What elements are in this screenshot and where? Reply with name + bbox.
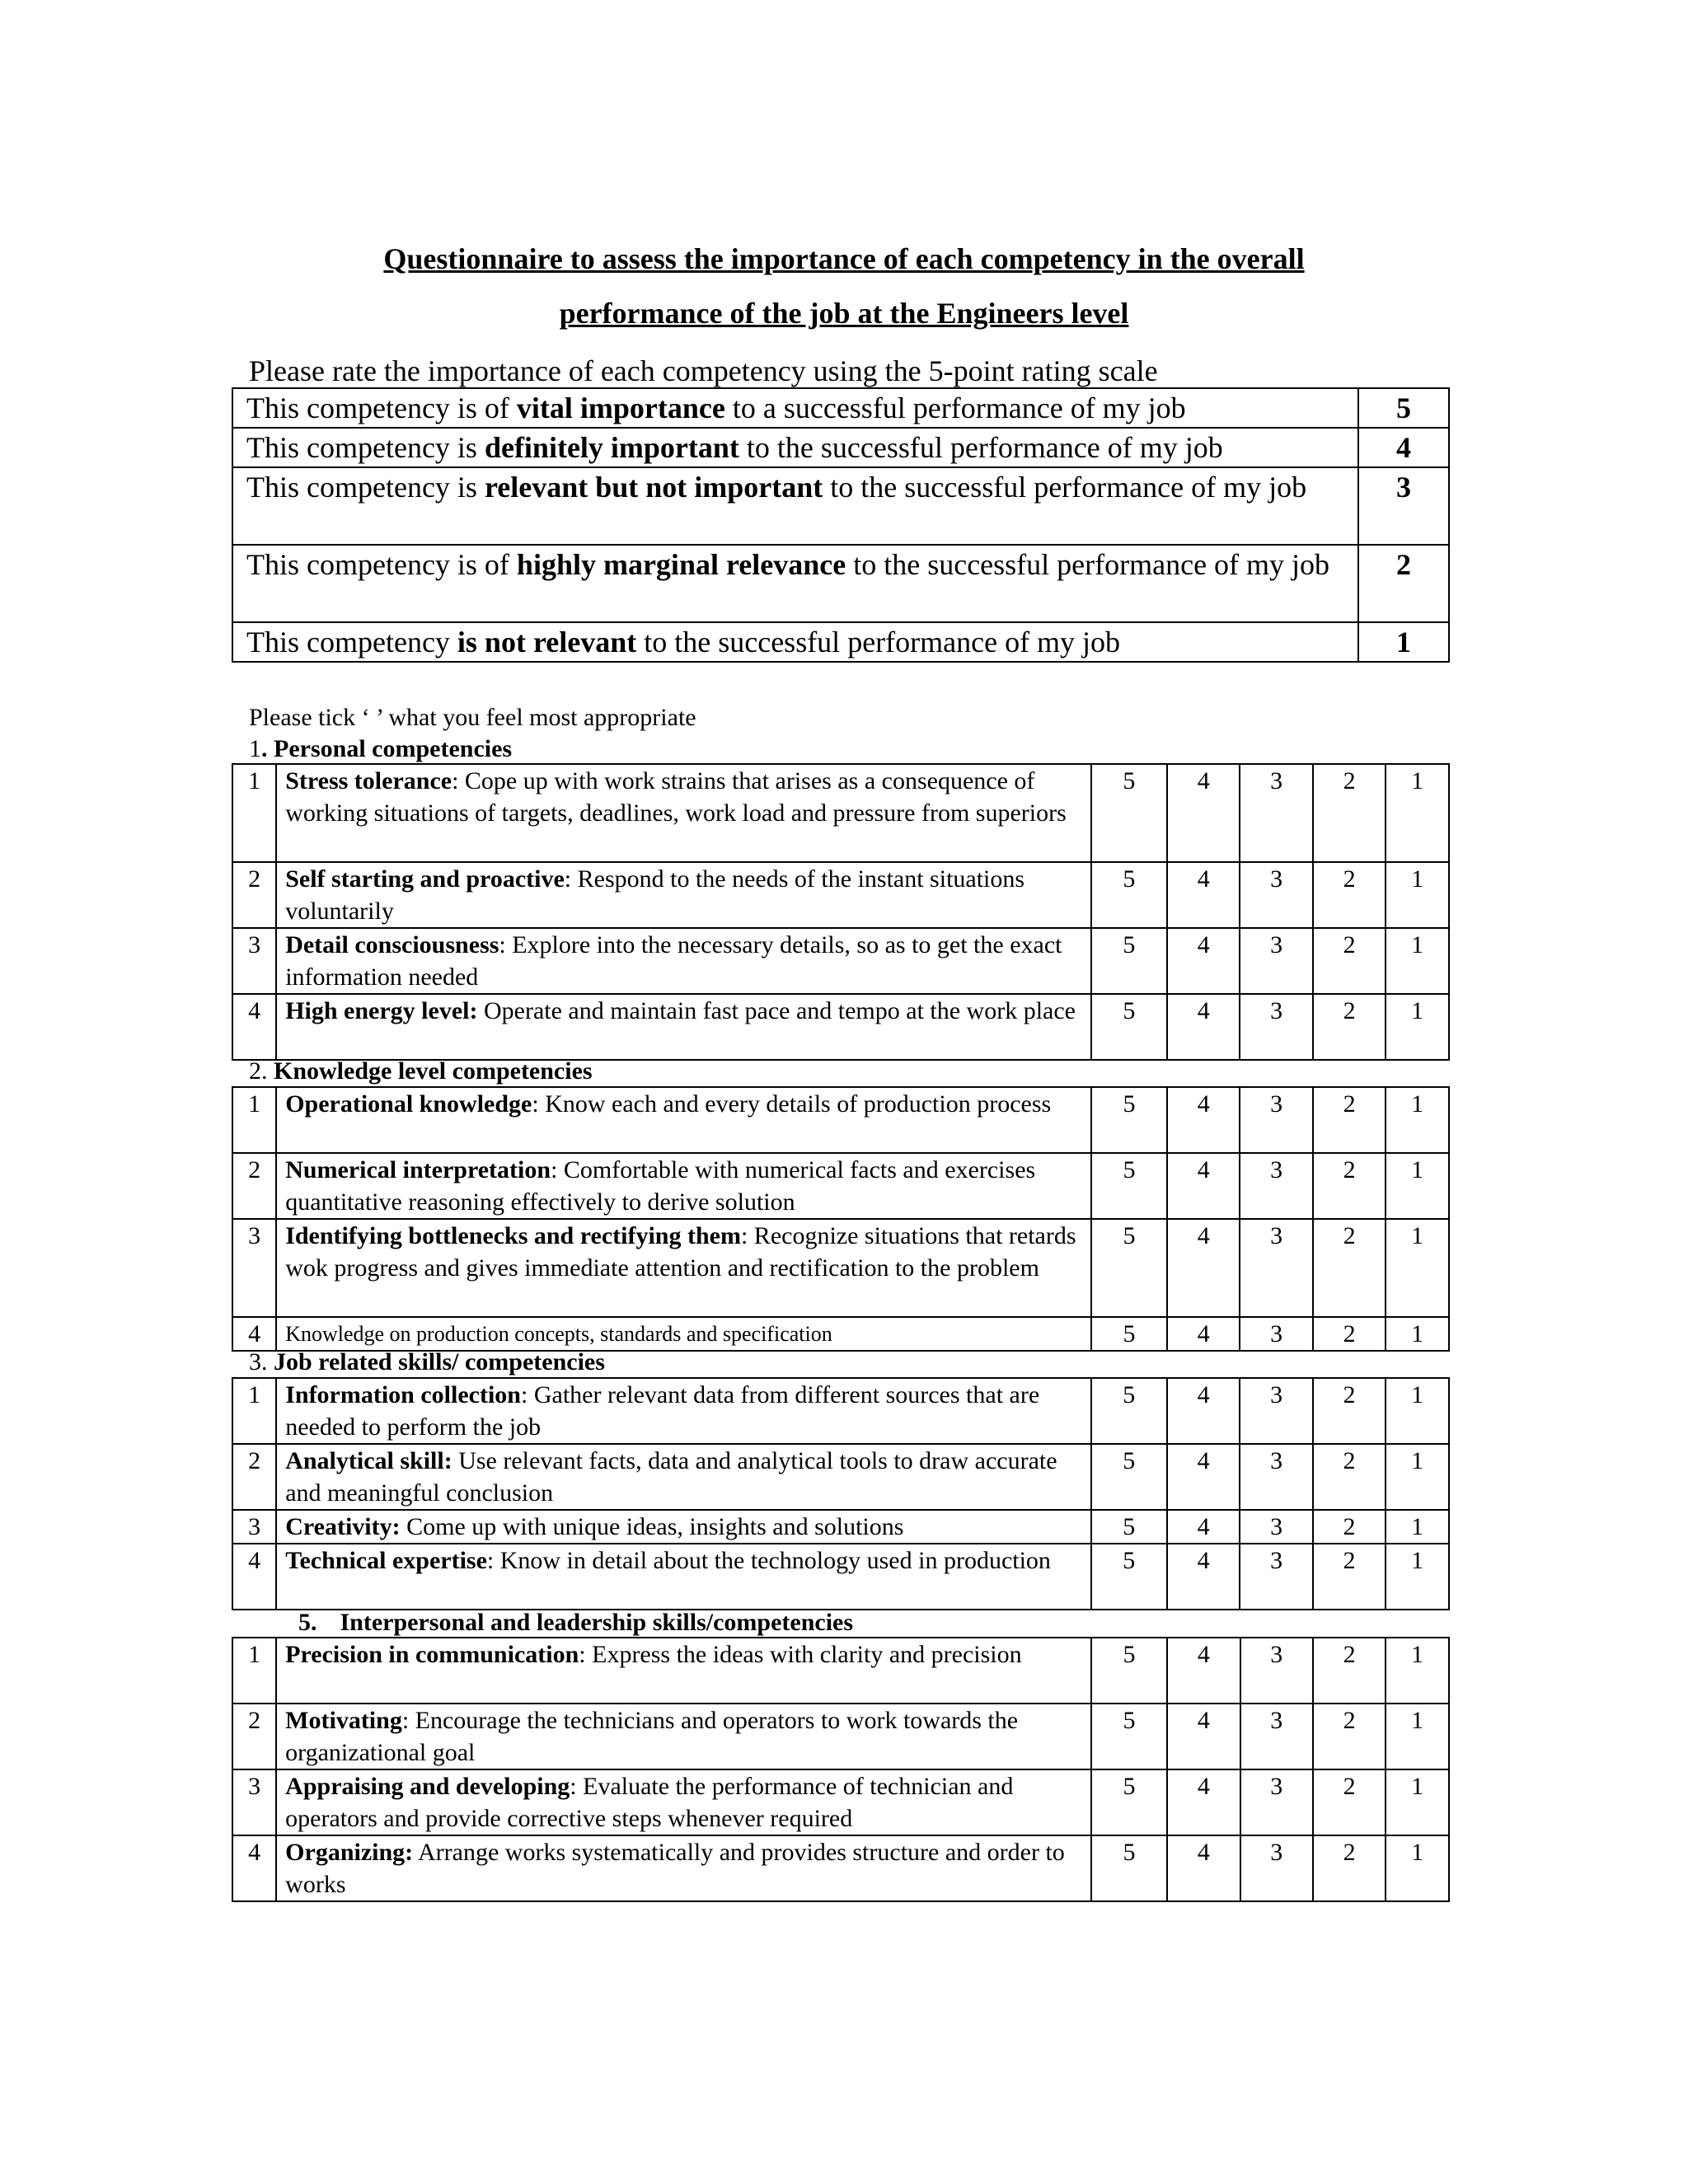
score-5-cell[interactable]: 5	[1091, 1087, 1167, 1153]
score-2-cell[interactable]: 2	[1313, 1544, 1386, 1610]
competency-row	[232, 1769, 1449, 1835]
scale-value: 3	[1358, 467, 1449, 545]
score-2-cell[interactable]: 2	[1313, 1444, 1386, 1510]
competency-row	[232, 1704, 1449, 1769]
score-4-cell[interactable]: 4	[1167, 1219, 1240, 1317]
score-3-cell[interactable]: 3	[1240, 1835, 1313, 1901]
competency-row	[232, 1153, 1449, 1219]
scale-row	[232, 428, 1449, 467]
competency-table	[232, 1637, 1450, 1902]
score-4-cell[interactable]: 4	[1167, 1510, 1240, 1544]
scale-description: This competency is relevant but not important to the successful performance of my job	[232, 467, 1358, 545]
item-description: Analytical skill: Use relevant facts, data and analytical tools to draw accurate and meaningful conclusion	[276, 1444, 1090, 1510]
item-number: 3	[232, 928, 276, 994]
competency-row	[232, 1444, 1449, 1510]
rating-scale-table	[232, 387, 1450, 663]
score-1-cell[interactable]: 1	[1386, 1444, 1449, 1510]
competency-row	[232, 1544, 1449, 1610]
section-heading: 3. Job related skills/ competencies	[249, 1348, 605, 1376]
title-line-2: performance of the job at the Engineers level	[559, 297, 1129, 330]
item-number: 1	[232, 1087, 276, 1153]
competency-table	[232, 1086, 1450, 1352]
scale-value: 4	[1358, 428, 1449, 467]
score-5-cell[interactable]: 5	[1091, 1153, 1167, 1219]
score-1-cell[interactable]: 1	[1386, 1510, 1449, 1544]
score-4-cell[interactable]: 4	[1167, 1317, 1240, 1351]
scale-value: 1	[1358, 622, 1449, 662]
item-description: Motivating: Encourage the technicians and operators to work towards the organizational goal	[276, 1704, 1091, 1769]
score-3-cell[interactable]: 3	[1240, 764, 1312, 862]
score-2-cell[interactable]: 2	[1313, 1087, 1386, 1153]
score-5-cell[interactable]: 5	[1091, 1769, 1167, 1835]
score-5-cell[interactable]: 5	[1091, 1704, 1167, 1769]
item-number: 4	[232, 994, 276, 1060]
score-5-cell[interactable]: 5	[1091, 764, 1167, 862]
item-number: 4	[232, 1317, 276, 1351]
score-1-cell[interactable]: 1	[1386, 1378, 1449, 1444]
item-description: Technical expertise: Know in detail about the technology used in production	[276, 1544, 1090, 1610]
score-2-cell[interactable]: 2	[1313, 1835, 1386, 1901]
competency-row	[232, 1087, 1449, 1153]
score-1-cell[interactable]: 1	[1386, 1704, 1449, 1769]
score-3-cell[interactable]: 3	[1240, 994, 1312, 1060]
score-4-cell[interactable]: 4	[1167, 1769, 1240, 1835]
scale-emphasis: definitely important	[484, 431, 739, 464]
scale-emphasis: is not relevant	[457, 626, 637, 658]
score-4-cell[interactable]: 4	[1167, 1704, 1240, 1769]
item-number: 1	[232, 1638, 276, 1704]
item-description: Information collection: Gather relevant data from different sources that are needed to perform the job	[276, 1378, 1090, 1444]
score-3-cell[interactable]: 3	[1240, 1153, 1312, 1219]
item-number: 2	[232, 1444, 276, 1510]
score-4-cell[interactable]: 4	[1167, 1544, 1240, 1610]
score-3-cell[interactable]: 3	[1240, 1219, 1312, 1317]
score-5-cell[interactable]: 5	[1091, 1638, 1167, 1704]
score-4-cell[interactable]: 4	[1167, 1087, 1240, 1153]
competency-row	[232, 1219, 1449, 1317]
scale-emphasis: relevant but not important	[484, 471, 823, 504]
score-1-cell[interactable]: 1	[1386, 1544, 1449, 1610]
competency-row	[232, 862, 1449, 928]
score-1-cell[interactable]: 1	[1386, 1219, 1449, 1317]
score-3-cell[interactable]: 3	[1240, 1544, 1312, 1610]
score-5-cell[interactable]: 5	[1091, 1378, 1167, 1444]
scale-value: 5	[1358, 388, 1449, 428]
score-5-cell[interactable]: 5	[1091, 862, 1167, 928]
item-description: Detail consciousness: Explore into the necessary details, so as to get the exact information needed	[276, 928, 1091, 994]
score-5-cell[interactable]: 5	[1091, 1835, 1167, 1901]
item-number: 2	[232, 1153, 276, 1219]
score-3-cell[interactable]: 3	[1240, 1704, 1313, 1769]
score-1-cell[interactable]: 1	[1386, 994, 1449, 1060]
score-3-cell[interactable]: 3	[1240, 1769, 1313, 1835]
score-4-cell[interactable]: 4	[1167, 1444, 1240, 1510]
score-5-cell[interactable]: 5	[1091, 1317, 1167, 1351]
competency-row	[232, 1638, 1449, 1704]
score-2-cell[interactable]: 2	[1313, 1153, 1386, 1219]
rating-instructions: Please rate the importance of each competency using the 5-point rating scale	[249, 354, 1158, 387]
item-description: Self starting and proactive: Respond to the needs of the instant situations voluntarily	[276, 862, 1091, 928]
score-2-cell[interactable]: 2	[1313, 928, 1386, 994]
scale-description: This competency is not relevant to the successful performance of my job	[232, 622, 1358, 662]
score-4-cell[interactable]: 4	[1167, 862, 1240, 928]
score-3-cell[interactable]: 3	[1240, 1378, 1312, 1444]
score-2-cell[interactable]: 2	[1313, 1638, 1386, 1704]
score-1-cell[interactable]: 1	[1386, 1769, 1449, 1835]
scale-emphasis: vital importance	[516, 391, 725, 424]
item-description: Operational knowledge: Know each and every details of production process	[276, 1087, 1091, 1153]
competency-row	[232, 994, 1449, 1060]
item-description: Appraising and developing: Evaluate the performance of technician and operators and provide corrective steps whenever required	[276, 1769, 1091, 1835]
scale-description: This competency is of vital importance to a successful performance of my job	[232, 388, 1358, 428]
score-1-cell[interactable]: 1	[1386, 1638, 1449, 1704]
score-4-cell[interactable]: 4	[1167, 1153, 1240, 1219]
competency-table	[232, 1377, 1450, 1610]
item-description: Numerical interpretation: Comfortable with numerical facts and exercises quantitative reasoning effectively to derive solution	[276, 1153, 1091, 1219]
score-5-cell[interactable]: 5	[1091, 1544, 1167, 1610]
competency-row	[232, 928, 1449, 994]
item-number: 4	[232, 1544, 276, 1610]
title-line-1: Questionnaire to assess the importance of each competency in the overall	[383, 242, 1305, 275]
scale-value: 2	[1358, 545, 1449, 622]
score-2-cell[interactable]: 2	[1313, 1704, 1386, 1769]
score-2-cell[interactable]: 2	[1313, 1219, 1386, 1317]
score-1-cell[interactable]: 1	[1386, 1087, 1449, 1153]
item-number: 1	[232, 1378, 276, 1444]
item-description: Creativity: Come up with unique ideas, insights and solutions	[276, 1510, 1090, 1544]
score-2-cell[interactable]: 2	[1313, 1378, 1386, 1444]
competency-row	[232, 1317, 1449, 1351]
item-number: 2	[232, 1704, 276, 1769]
score-3-cell[interactable]: 3	[1240, 1510, 1312, 1544]
score-5-cell[interactable]: 5	[1091, 1510, 1167, 1544]
score-1-cell[interactable]: 1	[1386, 1835, 1449, 1901]
competency-row	[232, 1378, 1449, 1444]
section-heading: 1. Personal competencies	[249, 735, 513, 762]
section-heading: 5. Interpersonal and leadership skills/competencies	[298, 1609, 854, 1636]
competency-row	[232, 1835, 1449, 1901]
score-1-cell[interactable]: 1	[1386, 1317, 1449, 1351]
competency-table	[232, 763, 1450, 1061]
score-2-cell[interactable]: 2	[1313, 994, 1386, 1060]
item-description: Stress tolerance: Cope up with work strains that arises as a consequence of working situations of targets, deadlines, work load and pressure from superiors	[276, 764, 1091, 862]
score-5-cell[interactable]: 5	[1091, 994, 1167, 1060]
score-2-cell[interactable]: 2	[1313, 764, 1386, 862]
scale-row	[232, 622, 1449, 662]
score-1-cell[interactable]: 1	[1386, 862, 1449, 928]
item-description: High energy level: Operate and maintain fast pace and tempo at the work place	[276, 994, 1091, 1060]
scale-row	[232, 545, 1449, 622]
item-number: 2	[232, 862, 276, 928]
score-1-cell[interactable]: 1	[1386, 1153, 1449, 1219]
score-3-cell[interactable]: 3	[1240, 1444, 1312, 1510]
section-heading: 2. Knowledge level competencies	[249, 1057, 593, 1085]
score-2-cell[interactable]: 2	[1313, 1769, 1386, 1835]
score-3-cell[interactable]: 3	[1240, 1317, 1312, 1351]
competency-row	[232, 764, 1449, 862]
score-4-cell[interactable]: 4	[1167, 1378, 1240, 1444]
score-3-cell[interactable]: 3	[1240, 862, 1312, 928]
score-4-cell[interactable]: 4	[1167, 1638, 1240, 1704]
score-2-cell[interactable]: 2	[1313, 862, 1386, 928]
score-4-cell[interactable]: 4	[1167, 928, 1240, 994]
item-description: Knowledge on production concepts, standards and specification	[276, 1317, 1091, 1351]
score-4-cell[interactable]: 4	[1167, 1835, 1240, 1901]
score-3-cell[interactable]: 3	[1240, 1638, 1313, 1704]
score-1-cell[interactable]: 1	[1386, 764, 1449, 862]
scale-row	[232, 467, 1449, 545]
item-number: 4	[232, 1835, 276, 1901]
score-5-cell[interactable]: 5	[1091, 928, 1167, 994]
item-number: 3	[232, 1769, 276, 1835]
score-4-cell[interactable]: 4	[1167, 764, 1240, 862]
score-2-cell[interactable]: 2	[1313, 1510, 1386, 1544]
score-5-cell[interactable]: 5	[1091, 1444, 1167, 1510]
score-3-cell[interactable]: 3	[1240, 928, 1312, 994]
scale-row	[232, 388, 1449, 428]
tick-instruction: Please tick ‘ ’ what you feel most appropriate	[249, 704, 696, 731]
score-1-cell[interactable]: 1	[1386, 928, 1449, 994]
scale-description: This competency is definitely important to the successful performance of my job	[232, 428, 1358, 467]
item-description: Identifying bottlenecks and rectifying them: Recognize situations that retards wok progress and gives immediate attention and rectification to the problem	[276, 1219, 1091, 1317]
competency-row	[232, 1510, 1449, 1544]
item-description: Precision in communication: Express the ideas with clarity and precision	[276, 1638, 1091, 1704]
score-5-cell[interactable]: 5	[1091, 1219, 1167, 1317]
item-number: 3	[232, 1510, 276, 1544]
score-2-cell[interactable]: 2	[1313, 1317, 1386, 1351]
score-4-cell[interactable]: 4	[1167, 994, 1240, 1060]
item-number: 1	[232, 764, 276, 862]
item-description: Organizing: Arrange works systematically and provides structure and order to works	[276, 1835, 1091, 1901]
scale-description: This competency is of highly marginal relevance to the successful performance of my job	[232, 545, 1358, 622]
item-number: 3	[232, 1219, 276, 1317]
scale-emphasis: highly marginal relevance	[516, 548, 846, 581]
score-3-cell[interactable]: 3	[1240, 1087, 1312, 1153]
